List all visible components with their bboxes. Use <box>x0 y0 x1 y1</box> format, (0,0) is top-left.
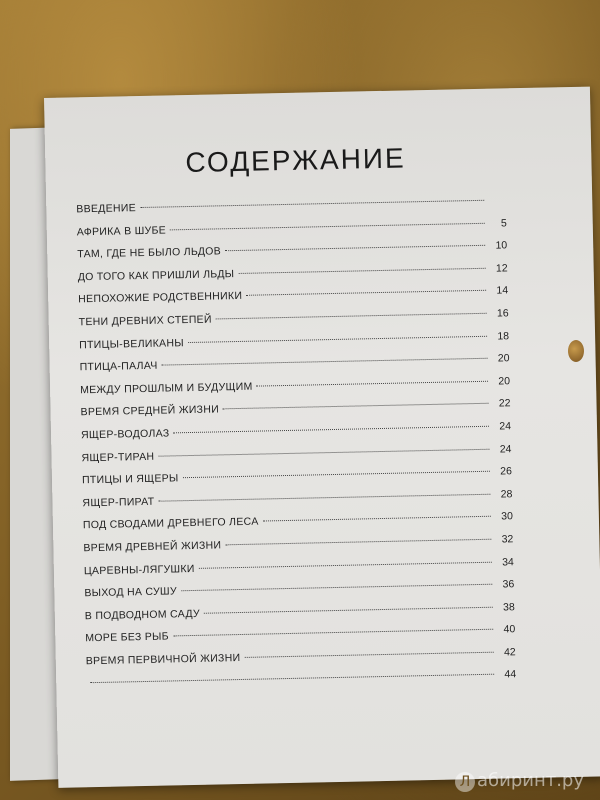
toc-entry-title: ЯЩЕР-ТИРАН <box>81 450 155 464</box>
toc-entry-page: 16 <box>496 307 509 320</box>
toc-entry-title: ПТИЦА-ПАЛАЧ <box>79 359 158 374</box>
dot-leader <box>140 200 484 208</box>
table-of-contents <box>76 194 516 700</box>
toc-entry-title: ДО ТОГО КАК ПРИШЛИ ЛЬДЫ <box>77 267 235 284</box>
toc-entry-title: ТАМ, ГДЕ НЕ БЫЛО ЛЬДОВ <box>77 245 222 261</box>
toc-entry-title: ЯЩЕР-ПИРАТ <box>82 495 155 510</box>
dot-leader <box>90 674 494 683</box>
toc-entry-page: 40 <box>503 623 516 636</box>
toc-entry-title: ВВЕДЕНИЕ <box>76 202 137 216</box>
dot-leader <box>188 335 487 342</box>
toc-entry-page: 32 <box>501 533 514 546</box>
dot-leader <box>170 222 485 230</box>
toc-entry-page: 5 <box>500 216 507 230</box>
watermark-logo: Л <box>455 772 475 792</box>
toc-entry-title: ВРЕМЯ ДРЕВНЕЙ ЖИЗНИ <box>83 539 222 555</box>
dot-leader <box>257 381 488 387</box>
dot-leader <box>199 561 492 568</box>
watermark-text: абиринт.ру <box>476 770 584 791</box>
toc-entry-title: В ПОДВОДНОМ САДУ <box>84 607 201 622</box>
toc-entry-title: МЕЖДУ ПРОШЛЫМ И БУДУЩИМ <box>79 380 253 397</box>
book-page <box>44 87 600 788</box>
dot-leader <box>216 313 487 320</box>
toc-entry-page: 38 <box>502 600 515 614</box>
toc-entry-page: 12 <box>495 262 508 275</box>
dot-leader <box>158 448 489 456</box>
dot-leader <box>244 652 493 658</box>
toc-entry-page: 44 <box>504 668 517 681</box>
toc-entry-title: ТЕНИ ДРЕВНИХ СТЕПЕЙ <box>78 313 212 329</box>
toc-entry-page: 28 <box>500 487 513 501</box>
dot-leader <box>223 403 489 410</box>
toc-entry-title: ВЫХОД НА СУШУ <box>84 585 178 600</box>
dot-leader <box>181 584 492 592</box>
toc-entry-page: 26 <box>500 465 513 478</box>
dot-leader <box>204 606 493 613</box>
bookmark-tab <box>568 340 584 362</box>
dot-leader <box>173 426 489 434</box>
toc-entry-title: ПТИЦЫ И ЯЩЕРЫ <box>81 472 179 487</box>
toc-entry-page: 34 <box>502 555 514 569</box>
dot-leader <box>225 245 485 251</box>
toc-entry-title: ЯЩЕР-ВОДОЛАЗ <box>80 427 170 442</box>
dot-leader <box>238 268 485 274</box>
dot-leader <box>162 358 488 366</box>
page-title: СОДЕРЖАНИЕ <box>185 142 406 179</box>
dot-leader <box>246 290 486 296</box>
toc-entry-title: ПОД СВОДАМИ ДРЕВНЕГО ЛЕСА <box>82 515 259 532</box>
toc-entry-page: 30 <box>501 510 513 523</box>
toc-entry-page: 24 <box>499 420 512 433</box>
toc-entry-page: 10 <box>495 239 508 252</box>
toc-entry-page: 22 <box>498 397 511 410</box>
toc-entry-page: 20 <box>497 352 510 365</box>
toc-entry-page: 18 <box>497 329 510 343</box>
toc-entry-title: ВРЕМЯ ПЕРВИЧНОЙ ЖИЗНИ <box>85 651 241 668</box>
toc-entry-page: 20 <box>498 375 511 388</box>
toc-entry-title: МОРЕ БЕЗ РЫБ <box>85 630 169 645</box>
toc-entry-title: ВРЕМЯ СРЕДНЕЙ ЖИЗНИ <box>80 403 220 419</box>
toc-entry-page: 24 <box>499 442 512 456</box>
toc-entry-title: НЕПОХОЖИЕ РОДСТВЕННИКИ <box>78 290 243 306</box>
toc-entry-title: АФРИКА В ШУБЕ <box>76 224 167 238</box>
watermark <box>455 770 584 792</box>
dot-leader <box>263 516 491 522</box>
toc-entry-page: 42 <box>503 646 516 659</box>
toc-entry-page: 36 <box>502 578 515 591</box>
toc-entry-page: 14 <box>496 284 509 297</box>
dot-leader <box>173 629 493 637</box>
dot-leader <box>225 539 491 546</box>
dot-leader <box>183 471 490 478</box>
dot-leader <box>158 493 490 501</box>
toc-entry-title: ЦАРЕВНЫ-ЛЯГУШКИ <box>83 562 195 577</box>
toc-entry-title: ПТИЦЫ-ВЕЛИКАНЫ <box>79 336 184 351</box>
